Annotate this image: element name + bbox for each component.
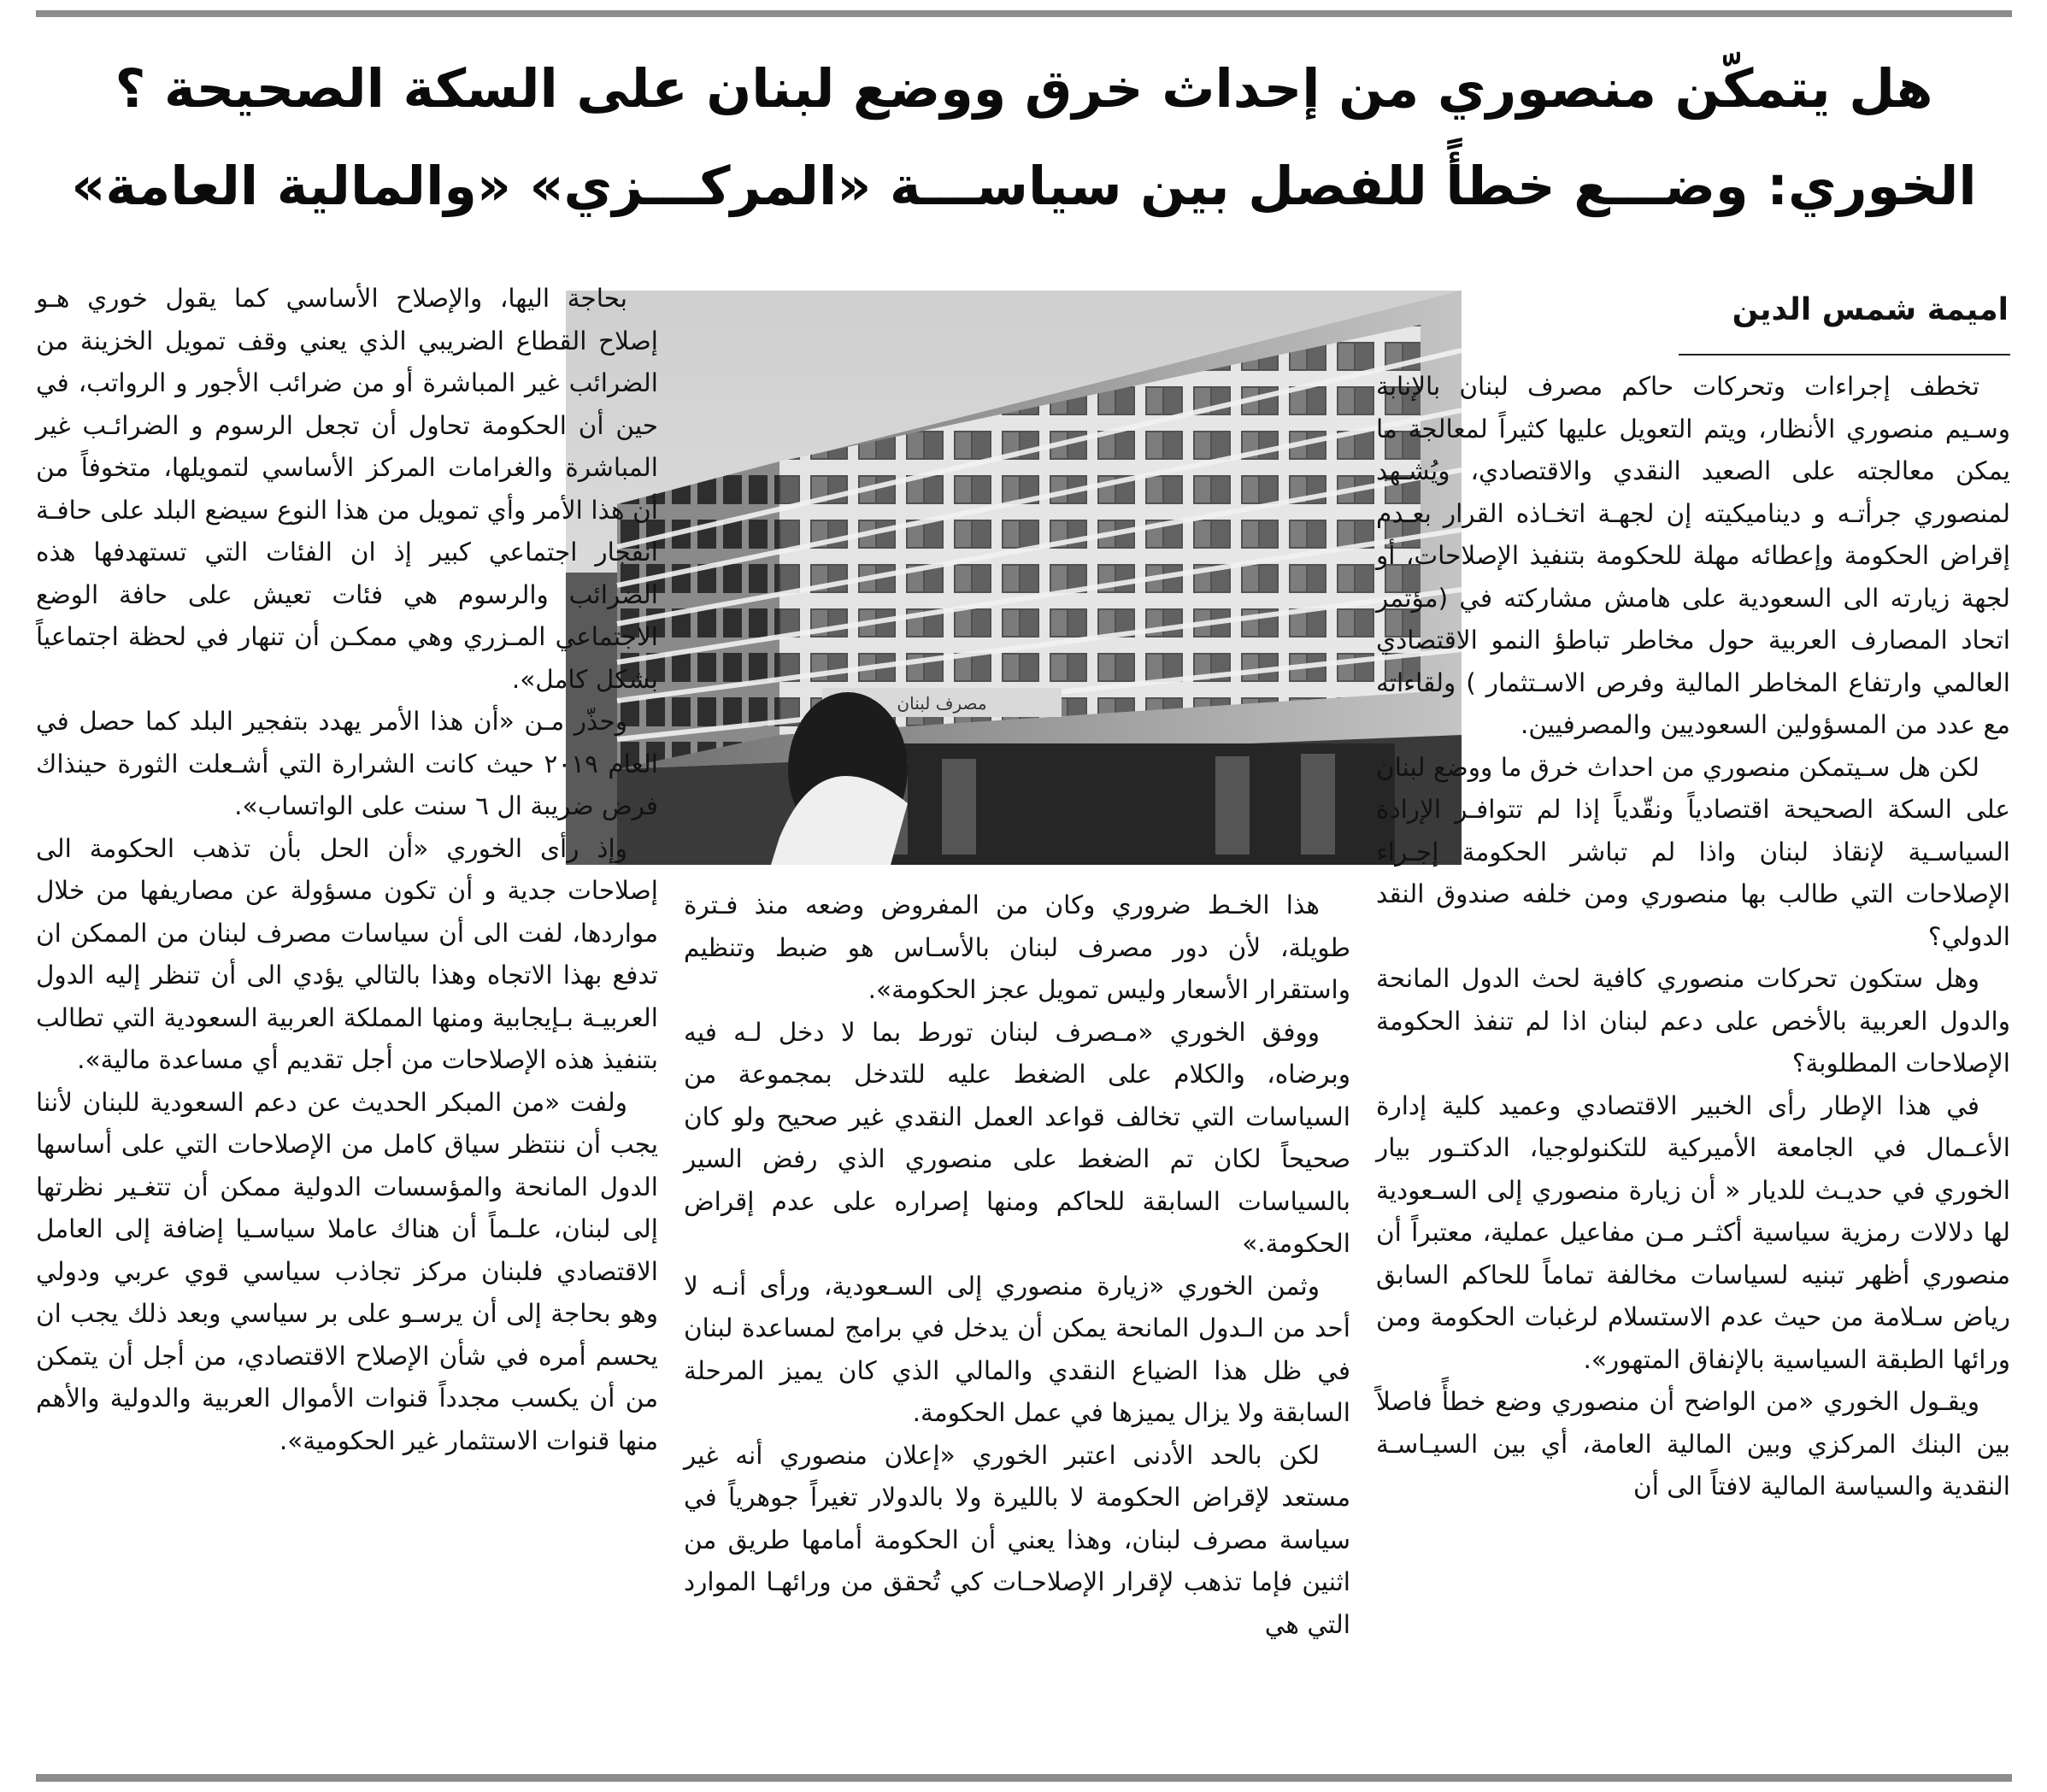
top-rule [36, 10, 2012, 17]
bank-sign-text: مصرف لبنان [897, 693, 987, 714]
author-byline: اميمة شمس الدين [1732, 292, 2009, 327]
paragraph: وحذّر مـن «أن هذا الأمر يهدد بتفجير البلد كما حصل في العام ٢٠١٩ حيث كانت الشرارة التي أشـعلت الثورة حينذاك فرض ضريبة ال ٦ سنت على الواتساب». [36, 707, 659, 820]
paragraph: تخطف إجراءات وتحركات حاكم مصرف لبنان بالإنابة وسـيم منصوري الأنظار، ويتم التعويل عليها كثيراً لمعالجة ما يمكن معالجته على الصعيد النقدي والاقتصادي، ويُشـهد لمنصوري جرأتـه و ديناميكيته إن لجهـة اتخـاذه القرار بعـدم إقراض الحكومة وإعطائه مهلة للحكومة بتنفيذ الإصلاحات، أو لجهة زيارته الى السعودية على هامش مشاركته في (مؤتمر اتحاد المصارف العربية حول مخاطر تباطؤ النمو الاقتصادي العالمي وارتفاع المخاطر المالية وفرص الاسـتثمار ) ولقاءاته مع عدد من المسؤولين السعوديين والمصرفيين. [1376, 372, 2010, 739]
paragraph: وهل ستكون تحركات منصوري كافية لحث الدول المانحة والدول العربية بالأخص على دعم لبنان اذا لم تنفذ الحكومة الإصلاحات المطلوبة؟ [1376, 964, 2010, 1078]
paragraph: هذا الخـط ضروري وكان من المفروض وضعه منذ فـترة طويلة، لأن دور مصرف لبنان بالأسـاس هو ضبط وتنظيم واستقرار الأسعار وليس تمويل عجز الحكومة». [684, 890, 1350, 1004]
paragraph: ويقـول الخوري «من الواضح أن منصوري وضع خطأً فاصلاً بين البنك المركزي وبين المالية العامة، أي بين السيـاسـة النقدية والسياسة المالية لافتاً الى أن [1376, 1387, 2010, 1501]
headline-main: هل يتمكّن منصوري من إحداث خرق ووضع لبنان على السكة الصحيحة ؟ [115, 57, 1933, 120]
article-column-left [36, 278, 658, 1462]
paragraph: لكن بالحد الأدنى اعتبر الخوري «إعلان منصوري أنه غير مستعد لإقراض الحكومة لا بالليرة ولا بالدولار تغيراً جوهرياً في سياسة مصرف لبنان، وهذا يعني أن الحكومة أمامها طريق من اثنين فإما تذهب لإقرار الإصلاحـات كي تُحقق من ورائهـا الموارد التي هي [684, 1440, 1350, 1639]
central-bank-building-photo [566, 291, 1462, 865]
paragraph: في هذا الإطار رأى الخبير الاقتصادي وعميد كلية إدارة الأعـمال في الجامعة الأميركية للتكنولوجيا، الدكتـور بيار الخوري في حديـث للديار « أن زيارة منصوري إلى السـعودية لها دلالات رمزية سياسية أكثـر مـن مفاعيل عملية، معتبراً أن منصوري أظهر تبنيه لسياسات مخالفة تماماً للحاكم السابق رياض سـلامة من حيث عدم الاستسلام لرغبات الحكومة ومن ورائها الطبقة السياسية بالإنفاق المتهور». [1376, 1090, 2010, 1374]
headline-sub: الخوري: وضـــع خطأً للفصل بين سياســـة «المركـــزي» «والمالية العامة» [71, 155, 1977, 217]
paragraph: وثمن الخوري «زيارة منصوري إلى السـعودية، ورأى أنـه لا أحد من الـدول المانحة يمكن أن يدخل في برامج لمساعدة لبنان في ظل هذا الضياع النقدي والمالي الذي كان يميز المرحلة السابقة ولا يزال يميزها في عمل الحكومة. [684, 1271, 1350, 1427]
paragraph: ووفق الخوري «مـصرف لبنان تورط بما لا دخل لـه فيه وبرضاه، والكلام على الضغط عليه للتدخل بمجموعة من السياسات التي تخالف قواعد العمل النقدي غير صحيح ولو كان صحيحاً لكان تم الضغط على منصوري الذي رفض السير بالسياسات السابقة للحاكم ومنها إصراره على عدم إقراض الحكومة.» [684, 1017, 1350, 1258]
byline-underline [1679, 354, 2010, 355]
paragraph: وإذ رأى الخوري «أن الحل بأن تذهب الحكومة الى إصلاحات جدية و أن تكون مسؤولة عن مصاريفها من خلال مواردها، لفت الى أن سياسات مصرف لبنان من الممكن ان تدفع بهذا الاتجاه وهذا بالتالي يؤدي الى أن تنظر إليه الدول العربيـة بـإيجابية ومنها المملكة العربية السعودية التي تطالب بتنفيذ هذه الإصلاحات من أجل تقديم أي مساعدة مالية». [36, 833, 658, 1074]
paragraph: لكن هل سـيتمكن منصوري من احداث خرق ما ووضع لبنان على السكة الصحيحة اقتصادياً ونقّدياً إذا لم تتوافـر الإرادة السياسـية لإنقاذ لبنان واذا لم تباشر الحكومة إجـراء الإصلاحات التي طالب بها منصوري ومن خلفه صندوق النقد الدولي؟ [1376, 752, 2010, 951]
paragraph: ولفت «من المبكر الحديث عن دعم السعودية للبنان لأننا يجب أن ننتظر سياق كامل من الإصلاحات التي على أساسها الدول المانحة والمؤسسات الدولية ممكن أن تتغـير نظرتها إلى لبنان، علـماً أن هناك عاملا سياسـيا إضافة إلى العامل الاقتصادي فلبنان مركز تجاذب سياسي قوي عربي ودولي وهو بحاجة إلى أن يرسـو على بر سياسي وبعد ذلك يجب ان يحسم أمره في شأن الإصلاح الاقتصادي، من أجل أن يتمكن من أن يكسب مجدداً قنوات الأموال العربية والدولية والأهم منها قنوات الاستثمار غير الحكومية». [36, 1087, 658, 1455]
article-column-middle [684, 884, 1350, 1646]
article-column-right [1376, 366, 2010, 1508]
paragraph: بحاجة اليها، والإصلاح الأساسي كما يقول خوري هـو إصلاح القطاع الضريبي الذي يعني وقف تمويل الخزينة من الضرائب غير المباشرة أو من ضرائب الأجور و الرواتب، في حين أن الحكومة تحاول أن تجعل الرسوم و الضرائـب غير المباشرة والغرامات المركز الأساسي لتمويلها، متخوفاً من أن هذا الأمر وأي تمويل من هذا النوع سيضع البلد على حافـة انفجار اجتماعي كبير إذ ان الفئات التي تستهدفها هذه الضرائب والرسوم هي فئات تعيش على حافة الوضع الاجتماعي المـزري وهي ممكـن أن تنهار في لحظة اجتماعياً بشكل كامل». [36, 284, 658, 694]
bottom-rule [36, 1774, 2012, 1782]
